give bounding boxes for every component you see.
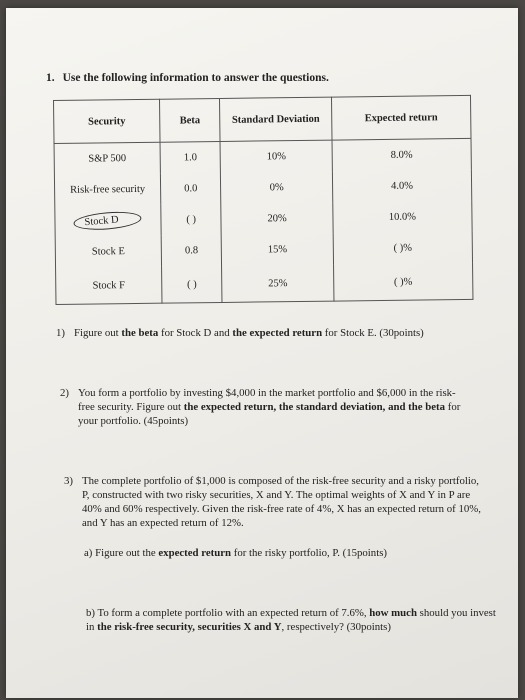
cell-sd: 0% [221, 172, 333, 204]
table-row [54, 170, 471, 206]
question-text: for Stock D and [158, 327, 233, 339]
circled-stock-d: Stock D [73, 210, 142, 233]
question-number: 1) [56, 327, 65, 339]
cell-sd: 15% [221, 234, 333, 266]
table-header-row [54, 95, 471, 143]
cell-er: 4.0% [332, 170, 471, 203]
cell-beta: 1.0 [160, 141, 221, 173]
header-security: Security [54, 99, 161, 143]
table-row [54, 138, 471, 175]
table-row [56, 263, 473, 305]
question-text: for the risky portfolio, P. (15points) [231, 547, 387, 559]
question-text: for Stock E. (30points) [322, 327, 424, 339]
cell-sd: 20% [221, 203, 333, 235]
question-2 [60, 386, 470, 428]
cell-security: Risk-free security [54, 174, 160, 206]
question-text: Figure out [74, 327, 122, 339]
question-emphasis: the expected return [232, 327, 323, 339]
cell-sd: 10% [220, 140, 332, 173]
question-emphasis: expected return [158, 547, 232, 559]
question-3a [84, 546, 484, 560]
question-text: a) Figure out the [84, 547, 159, 559]
question-text: , respectively? (30points) [281, 621, 391, 633]
question-number: 3) [64, 475, 73, 487]
securities-table [53, 95, 473, 305]
cell-beta: 0.8 [161, 235, 222, 267]
header-beta: Beta [160, 98, 221, 142]
question-emphasis: how much [369, 607, 417, 619]
question-1 [56, 326, 486, 340]
question-text: You form a portfolio by investing $4,000 in the market portfolio and $6,000 in the risk-free security. Figure out [78, 387, 456, 413]
question-number: 2) [60, 387, 69, 399]
section-number: 1. [46, 72, 55, 84]
cell-beta: ( ) [161, 204, 222, 236]
cell-er: ( )% [333, 232, 472, 265]
section-heading [46, 72, 329, 84]
question-text: for your portfolio. (45points) [78, 401, 461, 427]
cell-security: S&P 500 [54, 142, 160, 175]
cell-security: Stock F [56, 267, 162, 305]
question-emphasis: the risk-free security, securities X and Y [97, 621, 282, 633]
header-standard-deviation: Standard Deviation [220, 97, 332, 141]
cell-er: ( )% [333, 263, 473, 301]
cell-beta: 0.0 [160, 173, 221, 205]
cell-beta: ( ) [162, 266, 223, 303]
question-text: should you invest in [86, 607, 496, 633]
section-title: Use the following information to answer the questions. [62, 72, 329, 84]
header-expected-return: Expected return [331, 95, 471, 140]
cell-er: 10.0% [333, 201, 472, 234]
cell-security: Stock E [55, 236, 161, 268]
cell-security [55, 205, 161, 237]
question-3b [86, 606, 496, 634]
cell-er: 8.0% [332, 138, 471, 171]
table-row [55, 232, 472, 268]
question-text: The complete portfolio of $1,000 is composed of the risk-free security and a risky portfolio, P, constructed with two risky securities, X and Y. The optimal weights of X and Y in P are 40% and 60% respectively. Given the risk-free rate of 4%, X has an expected return of 10%, and Y has an expected return of 12%. [82, 475, 481, 529]
question-emphasis: the expected return, the standard deviation, and the beta [183, 401, 446, 413]
worksheet-page [6, 8, 518, 698]
question-text: b) To form a complete portfolio with an expected return of 7.6%, [86, 607, 370, 619]
question-emphasis: the beta [121, 327, 159, 339]
table-row [55, 201, 472, 237]
question-3 [64, 474, 482, 530]
cell-sd: 25% [222, 265, 334, 303]
